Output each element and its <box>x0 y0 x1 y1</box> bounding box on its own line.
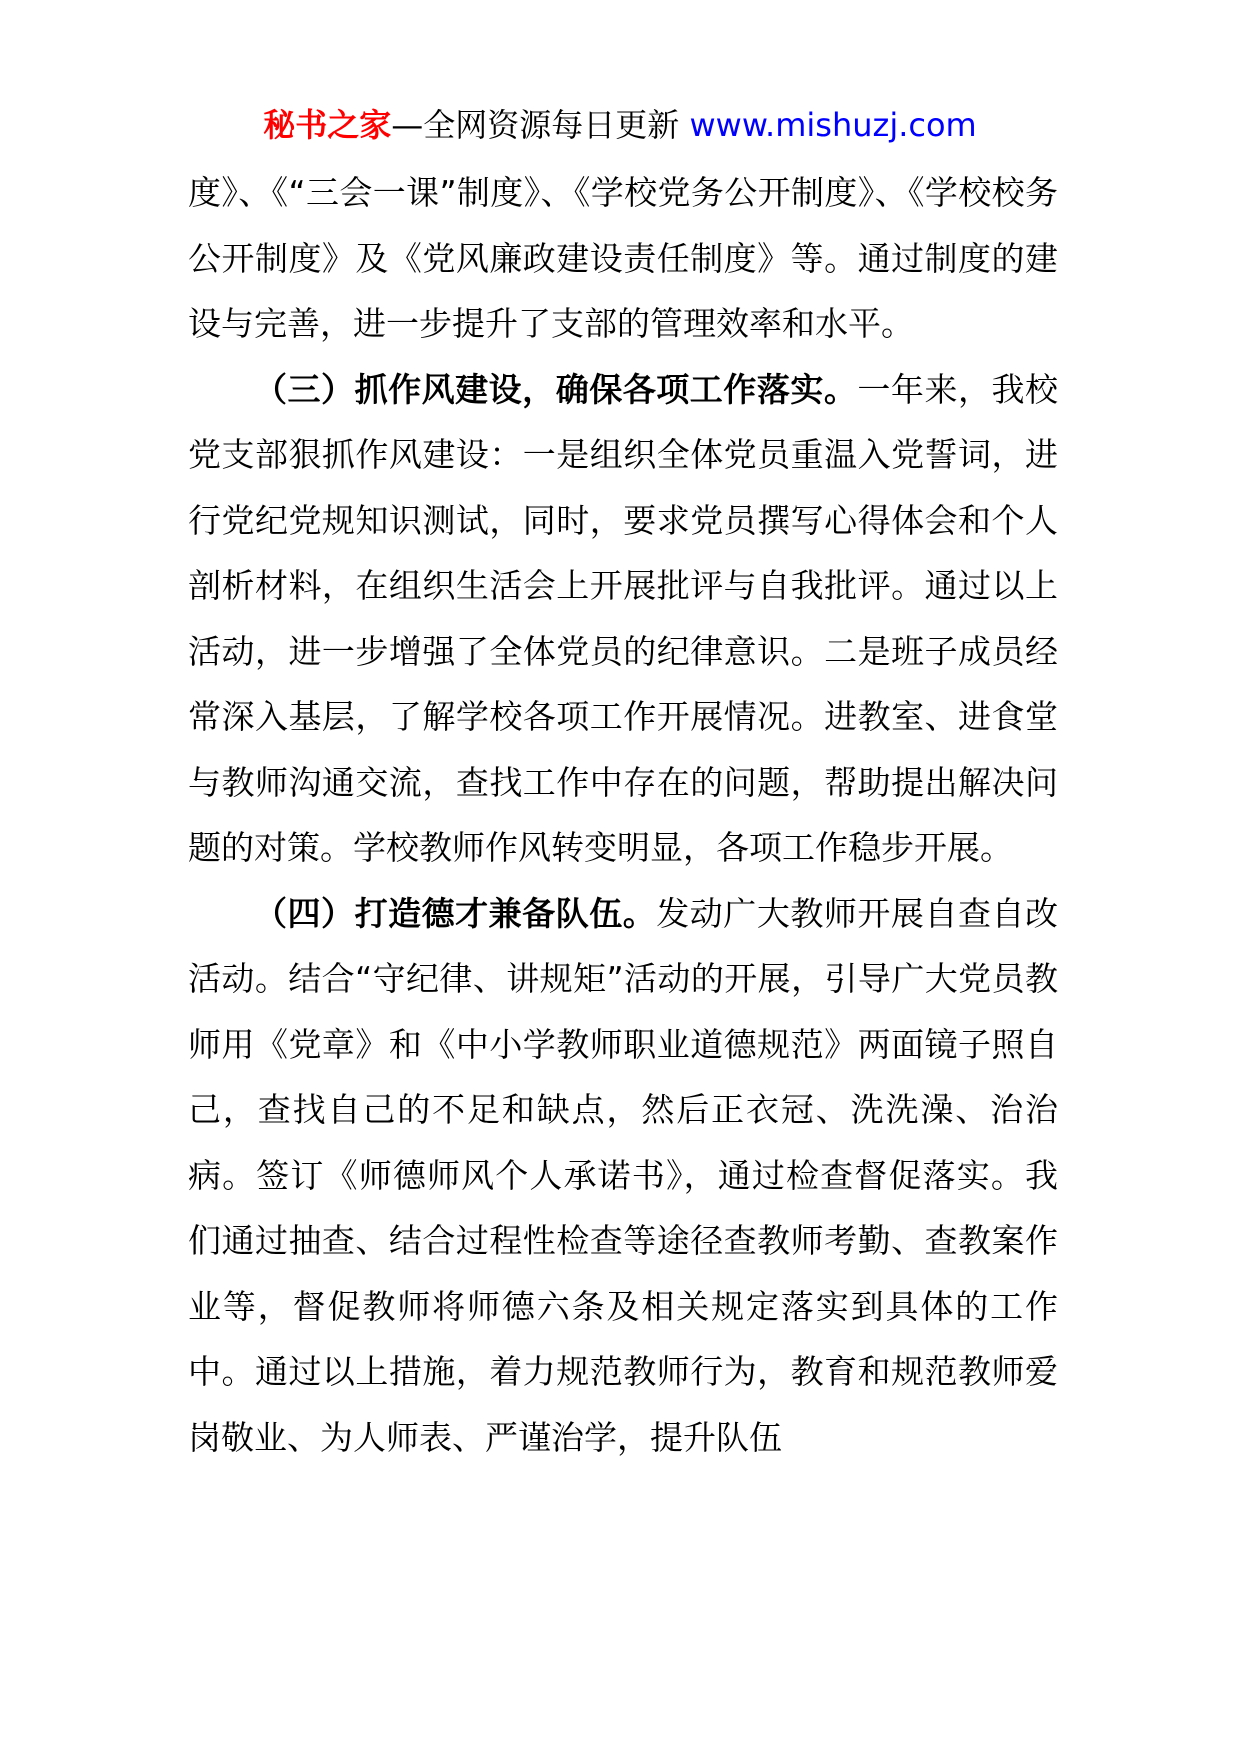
page-header <box>0 100 1240 150</box>
paragraph-3-text: 发动广大教师开展自查自改活动。结合“守纪律、讲规矩”活动的开展，引导广大党员教师用《党章》和《中小学教师职业道德规范》两面镜子照自己，查找自己的不足和缺点，然后正衣冠、洗洗澡、治治病。签订《师德师风个人承诺书》，通过检查督促落实。我们通过抽查、结合过程性检查等途径查教师考勤、查教案作业等，督促教师将师德六条及相关规定落实到具体的工作中。通过以上措施，着力规范教师行为，教育和规范教师爱岗敬业、为人师表、严谨治学，提升队伍 <box>188 893 1059 1457</box>
paragraph-2-heading: （三）抓作风建设，确保各项工作落实。 <box>254 369 858 409</box>
paragraph-3-heading: （四）打造德才兼备队伍。 <box>254 893 657 933</box>
header-url[interactable]: www.mishuzj.com <box>689 106 977 144</box>
paragraph-2 <box>188 357 1058 881</box>
header-brand: 秘书之家 <box>263 106 392 144</box>
paragraph-1-text: 度》、《“三会一课”制度》、《学校党务公开制度》、《学校校务公开制度》及《党风廉政建设责任制度》等。通过制度的建设与完善，进一步提升了支部的管理效率和水平。 <box>188 173 1058 343</box>
document-body <box>188 160 1058 1470</box>
paragraph-3 <box>188 881 1058 1471</box>
header-slogan: —全网资源每日更新 <box>391 106 680 144</box>
paragraph-1 <box>188 160 1058 357</box>
paragraph-2-text: 一年来，我校党支部狠抓作风建设：一是组织全体党员重温入党誓词，进行党纪党规知识测试，同时，要求党员撰写心得体会和个人剖析材料，在组织生活会上开展批评与自我批评。通过以上活动，进一步增强了全体党员的纪律意识。二是班子成员经常深入基层，了解学校各项工作开展情况。进教室、进食堂与教师沟通交流，查找工作中存在的问题，帮助提出解决问题的对策。学校教师作风转变明显，各项工作稳步开展。 <box>188 369 1059 867</box>
